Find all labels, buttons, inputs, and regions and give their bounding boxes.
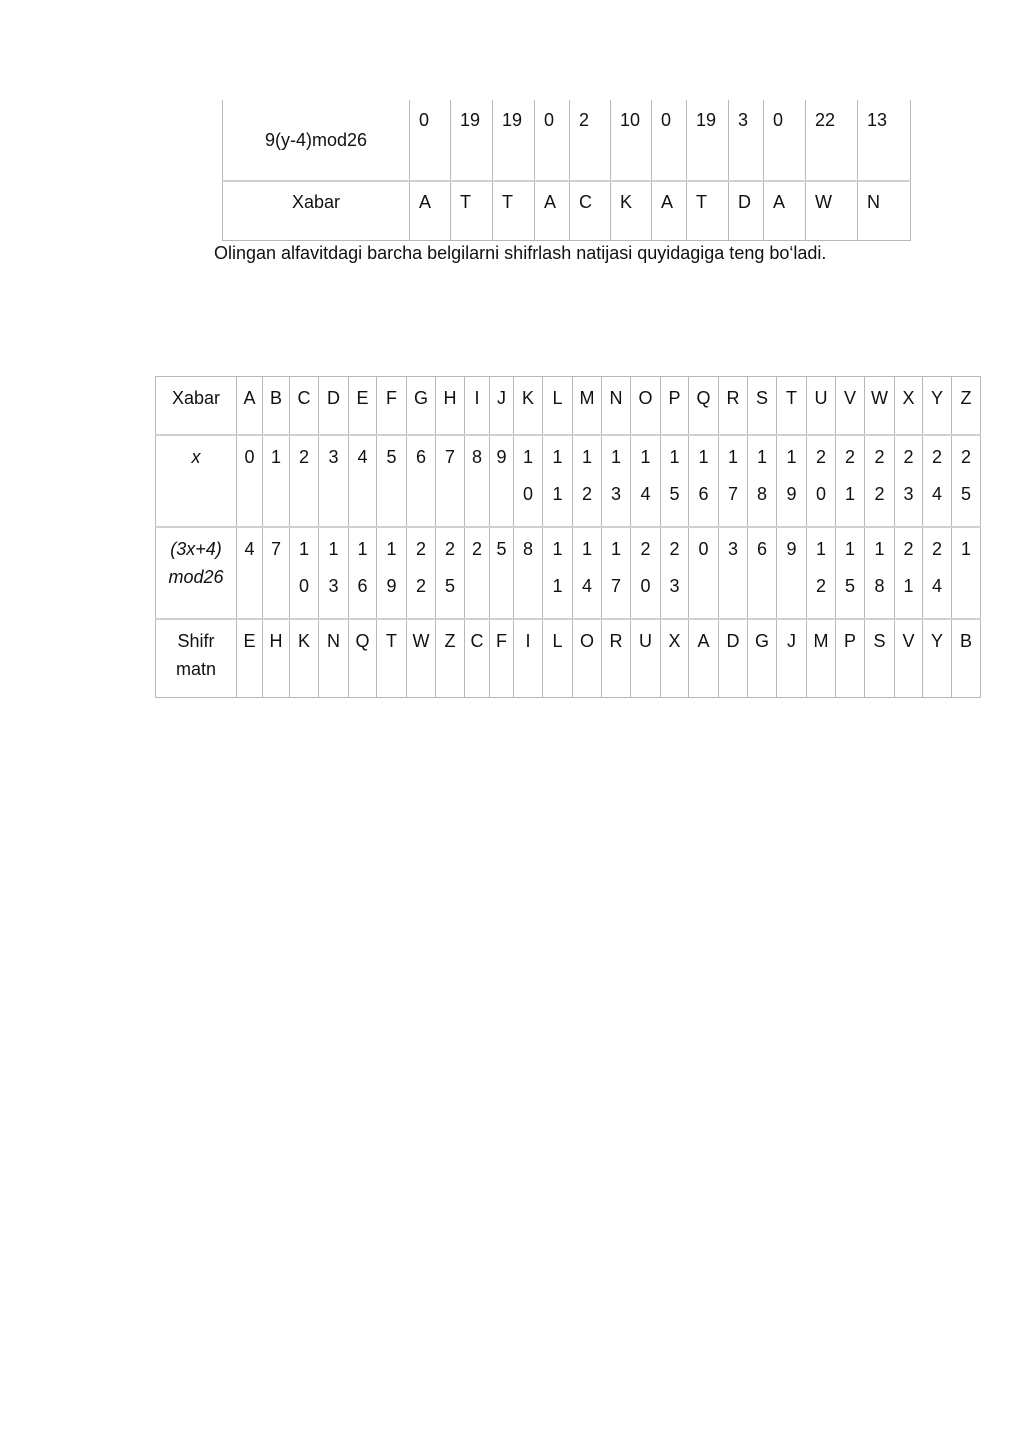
ciphertext-letter-cell: N [319,619,349,698]
plaintext-letter-cell: V [836,377,865,436]
encrypted-index-cell: 5 [490,527,514,619]
encrypted-index-cell: 1 8 [865,527,895,619]
decrypt-value-cell: 0 [652,100,687,181]
ciphertext-letter-cell: K [290,619,319,698]
plaintext-letter-cell: A [652,181,687,241]
plaintext-letter-cell: J [490,377,514,436]
letter-index-cell: 1 5 [661,435,689,527]
row-label-formula: (3x+4) mod26 [168,539,224,587]
ciphertext-letter-cell: S [865,619,895,698]
plaintext-letter-cell: C [290,377,319,436]
encrypted-index-cell: 1 4 [573,527,602,619]
plaintext-letter-cell: A [764,181,806,241]
plaintext-letter-cell: A [535,181,570,241]
decrypt-value-cell: 13 [858,100,911,181]
letter-index-cell: 1 7 [719,435,748,527]
letter-index-cell: 0 [237,435,263,527]
letter-index-cell: 1 8 [748,435,777,527]
plaintext-letter-cell: Q [689,377,719,436]
ciphertext-letter-cell: T [377,619,407,698]
decrypt-value-cell: 0 [410,100,451,181]
ciphertext-letter-cell: A [689,619,719,698]
letter-index-cell: 1 9 [777,435,807,527]
ciphertext-letter-cell: G [748,619,777,698]
letter-index-cell: 2 [290,435,319,527]
ciphertext-letter-cell: Q [349,619,377,698]
letter-index-cell: 1 1 [543,435,573,527]
encrypted-index-cell: 2 [465,527,490,619]
encrypted-index-cell: 2 4 [923,527,952,619]
ciphertext-letter-cell: V [895,619,923,698]
letter-index-cell: 7 [436,435,465,527]
ciphertext-letter-cell: Z [436,619,465,698]
row-label-shifr-matn: Shifr matn [175,631,217,679]
letter-index-cell: 1 0 [514,435,543,527]
plaintext-letter-cell: W [806,181,858,241]
encrypted-index-cell: 1 1 [543,527,573,619]
plaintext-letter-cell: H [436,377,465,436]
ciphertext-letter-cell: C [465,619,490,698]
plaintext-letter-cell: D [319,377,349,436]
plaintext-letter-cell: Z [952,377,981,436]
ciphertext-letter-cell: E [237,619,263,698]
ciphertext-letter-cell: F [490,619,514,698]
letter-index-cell: 9 [490,435,514,527]
letter-index-cell: 2 3 [895,435,923,527]
plaintext-letter-cell: P [661,377,689,436]
ciphertext-letter-cell: Y [923,619,952,698]
plaintext-letter-cell: F [377,377,407,436]
plaintext-letter-cell: N [858,181,911,241]
plaintext-letter-cell: E [349,377,377,436]
ciphertext-letter-cell: H [263,619,290,698]
plaintext-letter-cell: K [611,181,652,241]
encrypted-index-cell: 8 [514,527,543,619]
ciphertext-letter-cell: R [602,619,631,698]
plaintext-letter-cell: T [687,181,729,241]
encrypted-index-cell: 0 [689,527,719,619]
decrypt-value-cell: 3 [729,100,764,181]
letter-index-cell: 2 0 [807,435,836,527]
encrypted-index-cell: 2 5 [436,527,465,619]
encrypted-index-cell: 1 2 [807,527,836,619]
encrypted-index-cell: 4 [237,527,263,619]
decrypt-value-cell: 10 [611,100,652,181]
encrypted-index-cell: 2 1 [895,527,923,619]
encrypted-index-cell: 7 [263,527,290,619]
plaintext-letter-cell: M [573,377,602,436]
encrypted-index-cell: 2 0 [631,527,661,619]
letter-index-cell: 1 6 [689,435,719,527]
decrypt-value-cell: 19 [687,100,729,181]
ciphertext-letter-cell: L [543,619,573,698]
ciphertext-letter-cell: P [836,619,865,698]
decrypt-value-cell: 19 [451,100,493,181]
encrypted-index-cell: 1 [952,527,981,619]
letter-index-cell: 3 [319,435,349,527]
plaintext-letter-cell: T [493,181,535,241]
cipher-encrypt-table [155,376,981,698]
ciphertext-letter-cell: J [777,619,807,698]
encrypted-index-cell: 9 [777,527,807,619]
encrypted-index-cell: 2 2 [407,527,436,619]
plaintext-letter-cell: A [237,377,263,436]
encrypted-index-cell: 6 [748,527,777,619]
ciphertext-letter-cell: W [407,619,436,698]
encrypted-index-cell: 1 5 [836,527,865,619]
encrypted-index-cell: 1 0 [290,527,319,619]
letter-index-cell: 6 [407,435,436,527]
letter-index-cell: 1 2 [573,435,602,527]
plaintext-letter-cell: W [865,377,895,436]
encrypted-index-cell: 1 6 [349,527,377,619]
row-label-x: x [191,447,201,467]
encrypted-index-cell: 2 3 [661,527,689,619]
decrypt-value-cell: 0 [535,100,570,181]
row-label-decrypt-formula: 9(y-4)mod26 [223,100,410,181]
decrypt-value-cell: 19 [493,100,535,181]
plaintext-letter-cell: C [570,181,611,241]
row-label-xabar: Xabar [223,181,410,241]
plaintext-letter-cell: R [719,377,748,436]
plaintext-letter-cell: K [514,377,543,436]
ciphertext-letter-cell: U [631,619,661,698]
letter-index-cell: 1 3 [602,435,631,527]
plaintext-letter-cell: X [895,377,923,436]
plaintext-letter-cell: O [631,377,661,436]
decrypt-value-cell: 22 [806,100,858,181]
letter-index-cell: 5 [377,435,407,527]
encrypted-index-cell: 1 3 [319,527,349,619]
letter-index-cell: 1 [263,435,290,527]
letter-index-cell: 2 4 [923,435,952,527]
encrypted-index-cell: 1 7 [602,527,631,619]
decrypt-value-cell: 0 [764,100,806,181]
plaintext-letter-cell: D [729,181,764,241]
plaintext-letter-cell: U [807,377,836,436]
result-sentence: Olingan alfavitdagi barcha belgilarni shifrlash natijasi quyidagiga teng bo‘ladi. [214,243,827,263]
letter-index-cell: 2 2 [865,435,895,527]
plaintext-letter-cell: A [410,181,451,241]
encrypted-index-cell: 1 9 [377,527,407,619]
plaintext-letter-cell: N [602,377,631,436]
plaintext-letter-cell: T [451,181,493,241]
letter-index-cell: 2 1 [836,435,865,527]
letter-index-cell: 1 4 [631,435,661,527]
ciphertext-letter-cell: X [661,619,689,698]
decrypt-value-cell: 2 [570,100,611,181]
ciphertext-letter-cell: I [514,619,543,698]
plaintext-letter-cell: L [543,377,573,436]
letter-index-cell: 4 [349,435,377,527]
plaintext-letter-cell: S [748,377,777,436]
row-label-xabar: Xabar [171,388,221,408]
letter-index-cell: 2 5 [952,435,981,527]
letter-index-cell: 8 [465,435,490,527]
plaintext-letter-cell: B [263,377,290,436]
ciphertext-letter-cell: O [573,619,602,698]
ciphertext-letter-cell: M [807,619,836,698]
plaintext-letter-cell: G [407,377,436,436]
plaintext-letter-cell: Y [923,377,952,436]
plaintext-letter-cell: T [777,377,807,436]
cipher-decrypt-table [222,100,911,241]
encrypted-index-cell: 3 [719,527,748,619]
ciphertext-letter-cell: D [719,619,748,698]
plaintext-letter-cell: I [465,377,490,436]
ciphertext-letter-cell: B [952,619,981,698]
